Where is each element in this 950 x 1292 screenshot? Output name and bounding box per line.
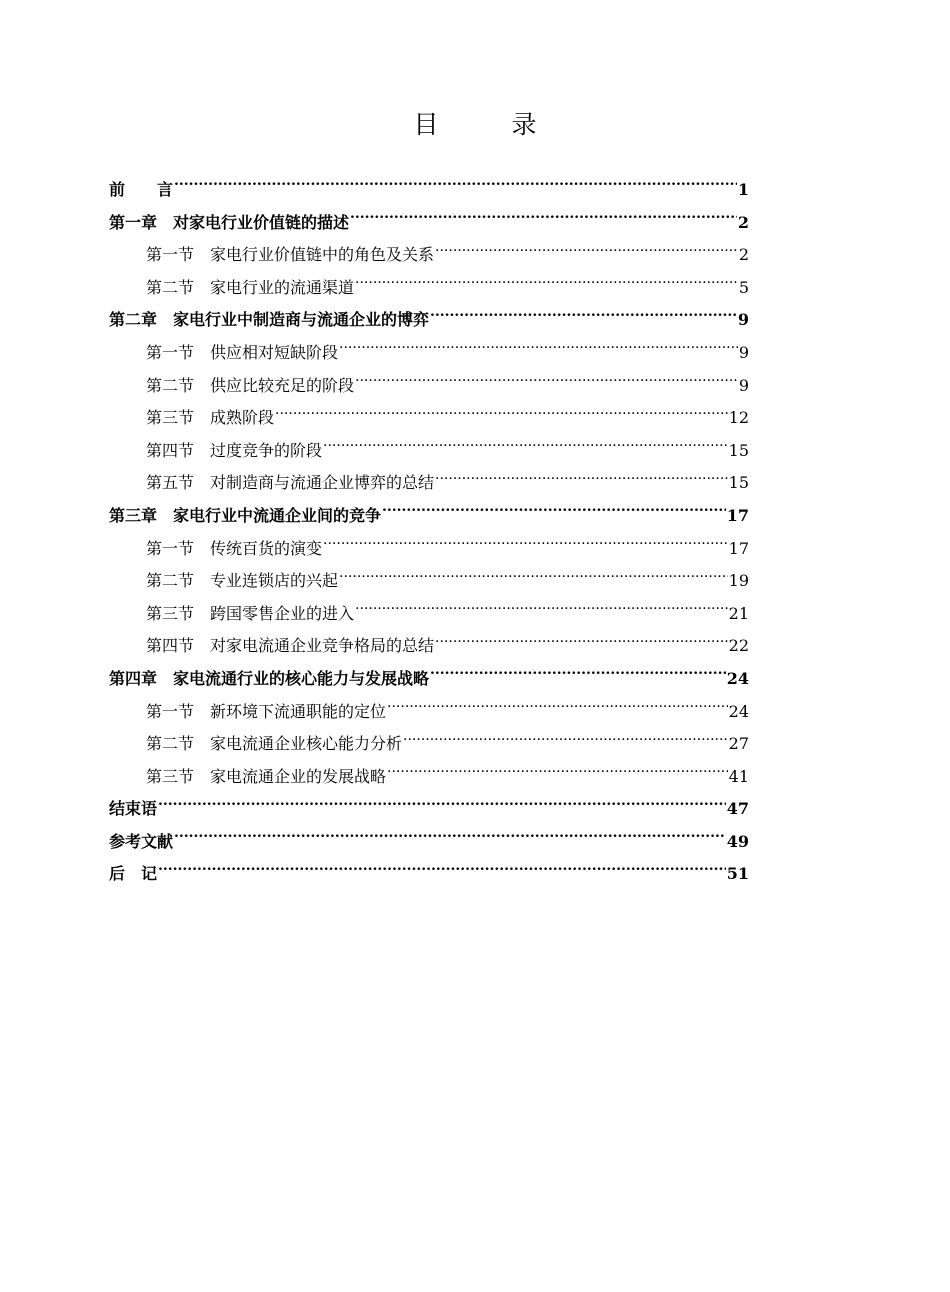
toc-entry[interactable] <box>109 728 749 761</box>
toc-entry-label: 第一节 传统百货的演变 <box>146 538 323 558</box>
dot-leader <box>403 735 728 749</box>
dot-leader <box>323 540 728 554</box>
toc-entry[interactable] <box>109 793 749 826</box>
toc-entry-page: 41 <box>728 766 749 786</box>
dot-leader <box>355 377 738 391</box>
toc-entry-page: 5 <box>738 277 749 297</box>
dot-leader <box>430 311 737 325</box>
toc-entry-label: 第四章 家电流通行业的核心能力与发展战略 <box>109 668 430 688</box>
toc-entry-page: 22 <box>728 636 749 656</box>
dot-leader <box>158 800 726 814</box>
toc-entry-label: 结束语 <box>109 799 158 819</box>
dot-leader <box>158 865 726 879</box>
dot-leader <box>435 246 738 260</box>
toc-entry[interactable] <box>109 239 749 272</box>
toc-entry-label: 参考文献 <box>109 831 174 851</box>
toc-entry[interactable] <box>109 370 749 403</box>
dot-leader <box>430 670 726 684</box>
toc-entry[interactable] <box>109 467 749 500</box>
toc-entry-page: 24 <box>726 668 749 688</box>
toc-entry-page: 24 <box>728 701 749 721</box>
toc-entry[interactable] <box>109 207 749 240</box>
toc-entry[interactable] <box>109 435 749 468</box>
toc-entry[interactable] <box>109 500 749 533</box>
toc-entry-page: 2 <box>738 245 749 265</box>
toc-entry-label: 第三节 家电流通企业的发展战略 <box>146 766 387 786</box>
dot-leader <box>323 442 728 456</box>
toc-entry-page: 51 <box>726 864 749 884</box>
toc-entry-label: 第三节 成熟阶段 <box>146 408 275 428</box>
toc-entry-label: 第二章 家电行业中制造商与流通企业的博弈 <box>109 310 430 330</box>
toc-entry-label: 第一节 供应相对短缺阶段 <box>146 342 339 362</box>
dot-leader <box>355 279 738 293</box>
toc-entry-label: 第五节 对制造商与流通企业博弈的总结 <box>146 473 435 493</box>
toc-entry-label: 第一章 对家电行业价值链的描述 <box>109 212 350 232</box>
toc-entry-page: 1 <box>737 180 749 199</box>
dot-leader <box>174 181 737 195</box>
toc-entry-page: 17 <box>726 505 749 525</box>
toc-entry[interactable] <box>109 598 749 631</box>
toc-entry[interactable] <box>109 337 749 370</box>
dot-leader <box>339 572 728 586</box>
toc-entry-label: 第一节 家电行业价值链中的角色及关系 <box>146 245 435 265</box>
dot-leader <box>435 637 728 651</box>
toc-entry-label: 第一节 新环境下流通职能的定位 <box>146 701 387 721</box>
toc-entry[interactable] <box>109 565 749 598</box>
toc-entry[interactable] <box>109 304 749 337</box>
toc-entry[interactable] <box>109 696 749 729</box>
toc-entry[interactable] <box>109 630 749 663</box>
toc-entry-page: 27 <box>728 734 749 754</box>
toc-entry-page: 9 <box>738 342 749 362</box>
toc-entry[interactable] <box>109 858 749 891</box>
toc-entry-page: 2 <box>737 212 749 232</box>
dot-leader <box>355 605 728 619</box>
toc-entry-page: 21 <box>728 603 749 623</box>
toc-entry[interactable] <box>109 174 749 207</box>
toc-entry-page: 47 <box>726 799 749 819</box>
toc-entry-label: 前 言 <box>109 180 174 199</box>
toc-entry[interactable] <box>109 826 749 859</box>
toc-entry[interactable] <box>109 663 749 696</box>
dot-leader <box>382 507 726 521</box>
toc-title: 目 录 <box>413 110 561 139</box>
toc-entry-page: 9 <box>737 310 749 330</box>
toc-entry-label: 第四节 对家电流通企业竞争格局的总结 <box>146 636 435 656</box>
dot-leader <box>339 344 738 358</box>
toc-entry-label: 后 记 <box>109 864 158 884</box>
toc-entry[interactable] <box>109 533 749 566</box>
toc-entry-label: 第三章 家电行业中流通企业间的竞争 <box>109 505 382 525</box>
toc-entry-label: 第二节 专业连锁店的兴起 <box>146 571 339 591</box>
toc-entry-label: 第四节 过度竞争的阶段 <box>146 440 323 460</box>
toc-entry-label: 第二节 家电流通企业核心能力分析 <box>146 734 403 754</box>
toc-entry[interactable] <box>109 761 749 794</box>
toc-entry-label: 第三节 跨国零售企业的进入 <box>146 603 355 623</box>
dot-leader <box>350 214 737 228</box>
dot-leader <box>435 474 728 488</box>
dot-leader <box>174 833 726 847</box>
dot-leader <box>387 768 728 782</box>
toc-entry-page: 49 <box>726 831 749 851</box>
dot-leader <box>275 409 728 423</box>
toc-entry-page: 19 <box>728 571 749 591</box>
toc-entry-page: 12 <box>728 408 749 428</box>
toc-entry-page: 15 <box>728 440 749 460</box>
toc-entry-label: 第二节 供应比较充足的阶段 <box>146 375 355 395</box>
toc-entry-page: 17 <box>728 538 749 558</box>
toc-entry-page: 9 <box>738 375 749 395</box>
toc-entry-label: 第二节 家电行业的流通渠道 <box>146 277 355 297</box>
toc-list <box>109 174 749 891</box>
dot-leader <box>387 703 728 717</box>
toc-entry[interactable] <box>109 402 749 435</box>
toc-entry-page: 15 <box>728 473 749 493</box>
toc-entry[interactable] <box>109 272 749 305</box>
